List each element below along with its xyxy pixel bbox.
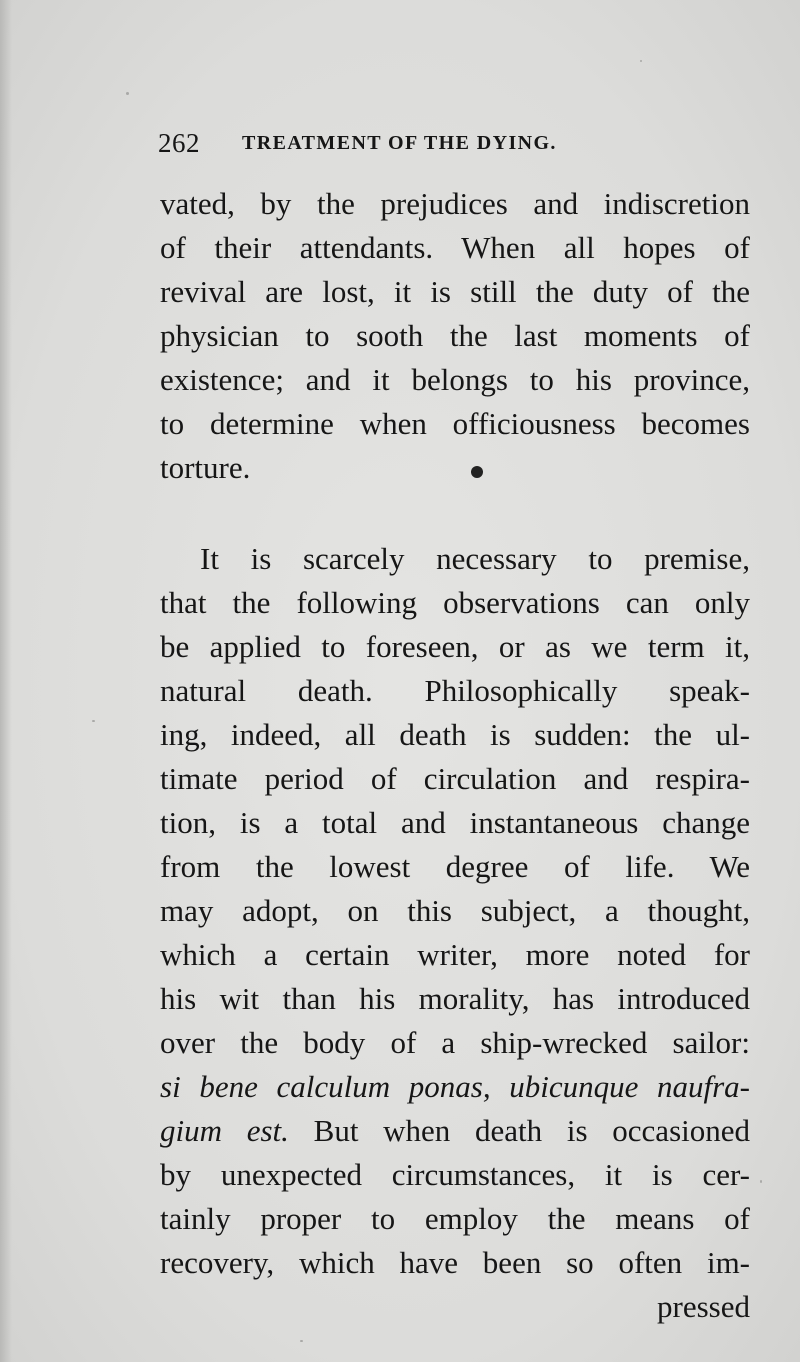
text-line: over the body of a ship-wrecked sailor: — [160, 1025, 750, 1060]
text-line: may adopt, on this subject, a thought, — [160, 893, 750, 928]
text-line: tainly proper to employ the means of — [160, 1201, 750, 1236]
latin-quote-fragment: gium est. — [160, 1113, 289, 1148]
text-line: It is scarcely necessary to premise, — [200, 541, 750, 576]
text-line: from the lowest degree of life. We — [160, 849, 750, 884]
text-line: his wit than his morality, has introduced — [160, 981, 750, 1016]
paper-speck — [126, 92, 129, 95]
text-line: existence; and it belongs to his province, — [160, 362, 750, 397]
text-line: revival are lost, it is still the duty of the — [160, 274, 750, 309]
text-line: vated, by the prejudices and indiscretion — [160, 186, 750, 221]
paper-speck — [640, 60, 642, 62]
ink-mark — [471, 466, 483, 478]
paper-speck — [760, 1180, 762, 1183]
paper-speck — [300, 1340, 303, 1342]
text-line: to determine when officiousness becomes — [160, 406, 750, 441]
text-line: timate period of circulation and respira- — [160, 761, 750, 796]
page-header — [158, 128, 678, 168]
text-line: which a certain writer, more noted for — [160, 937, 750, 972]
page-edge-shadow — [0, 0, 12, 1362]
text-line: tion, is a total and instantaneous change — [160, 805, 750, 840]
text-line: be applied to foreseen, or as we term it, — [160, 629, 750, 664]
text-line: recovery, which have been so often im- — [160, 1245, 750, 1280]
text-line: gium est. But when death is occasioned — [160, 1113, 750, 1148]
text-line: ing, indeed, all death is sudden: the ul- — [160, 717, 750, 752]
text-line: torture. — [160, 450, 251, 485]
text-line: physician to sooth the last moments of — [160, 318, 750, 353]
paper-speck — [92, 720, 95, 722]
text-line: of their attendants. When all hopes of — [160, 230, 750, 265]
text-line: that the following observations can only — [160, 585, 750, 620]
text-line: by unexpected circumstances, it is cer- — [160, 1157, 750, 1192]
latin-quote-line: si bene calculum ponas, ubicunque naufra- — [160, 1069, 750, 1104]
page-number: 262 — [158, 128, 200, 158]
running-head: TREATMENT OF THE DYING. — [242, 132, 557, 154]
catchword: pressed — [657, 1289, 750, 1324]
text-line: natural death. Philosophically speak- — [160, 673, 750, 708]
